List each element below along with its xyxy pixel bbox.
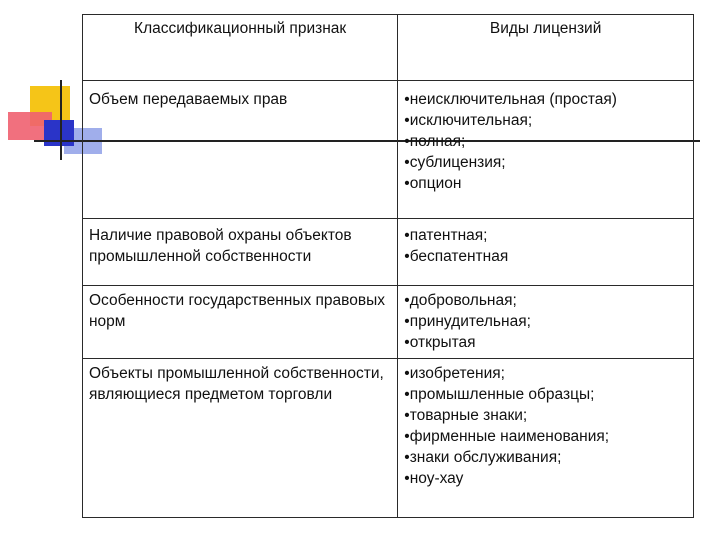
list-item: • фирменные наименования; (404, 426, 687, 447)
list-item: • открытая (404, 332, 687, 353)
list-item: • беспатентная (404, 246, 687, 267)
decor-blue-square (44, 120, 74, 146)
license-type-list (404, 89, 687, 194)
list-item: • промышленные образцы; (404, 384, 687, 405)
list-item: • опцион (404, 173, 687, 194)
row-license-types (398, 219, 694, 286)
list-item: • патентная; (404, 225, 687, 246)
row-criterion: Наличие правовой охраны объектов промышленной собственности (83, 219, 398, 286)
list-item: • знаки обслуживания; (404, 447, 687, 468)
list-item: • товарные знаки; (404, 405, 687, 426)
row-license-types (398, 81, 694, 219)
table-row (83, 81, 694, 219)
header-criterion: Классификационный признак (83, 15, 398, 81)
row-criterion: Особенности государственных правовых норм (83, 286, 398, 359)
list-item: • исключительная; (404, 110, 687, 131)
list-item: • ноу-хау (404, 468, 687, 489)
license-classification-table (82, 14, 694, 518)
list-item: • принудительная; (404, 311, 687, 332)
table-row (83, 219, 694, 286)
table-row (83, 359, 694, 518)
list-item: • сублицензия; (404, 152, 687, 173)
table-header-row (83, 15, 694, 81)
list-item: • добровольная; (404, 290, 687, 311)
license-type-list (404, 225, 687, 267)
header-license-types: Виды лицензий (398, 15, 694, 81)
list-item: • неисключительная (простая) (404, 89, 687, 110)
list-item: • изобретения; (404, 363, 687, 384)
table-row (83, 286, 694, 359)
row-license-types (398, 286, 694, 359)
list-item: • полная; (404, 131, 687, 152)
row-criterion: Объем передаваемых прав (83, 81, 398, 219)
license-type-list (404, 363, 687, 489)
row-license-types (398, 359, 694, 518)
decor-vertical-line (60, 80, 62, 160)
license-type-list (404, 290, 687, 353)
row-criterion: Объекты промышленной собственности, являющиеся предметом торговли (83, 359, 398, 518)
